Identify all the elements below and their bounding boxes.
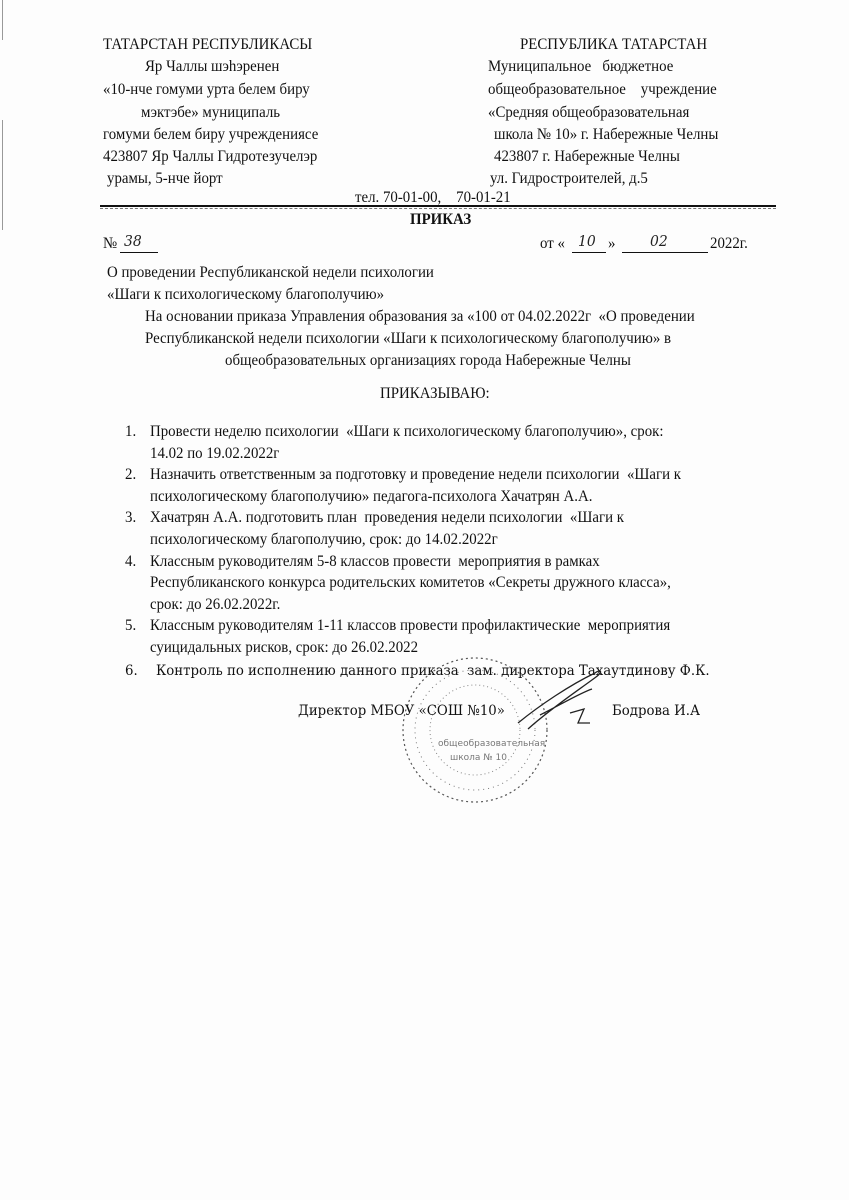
handwritten-signature (500, 665, 620, 745)
header-right-line: общеобразовательное учреждение (488, 81, 717, 98)
item-number: 2. (125, 466, 137, 483)
header-left-line: мэктэбе» муниципаль (141, 104, 281, 121)
item-number: 1. (125, 423, 137, 440)
scan-edge (2, 0, 3, 40)
item-text: суицидальных рисков, срок: до 26.02.2022 (150, 639, 419, 656)
order-basis-line: общеобразовательных организациях города Набережные Челны (225, 352, 631, 369)
header-right-line: РЕСПУБЛИКА ТАТАРСТАН (520, 36, 708, 53)
item-number: 4. (125, 553, 137, 570)
item-text: Классным руководителям 5-8 классов провести мероприятия в рамках (150, 553, 600, 570)
header-left-line: гомуми белем биру учреждениясе (103, 126, 319, 143)
item-text: психологическому благополучию» педагога-психолога Хачатрян А.А. (150, 488, 593, 505)
item-text: Хачатрян А.А. подготовить план проведения недели психологии «Шаги к (150, 509, 624, 526)
stamp-text: школа № 10 (450, 753, 507, 763)
order-date-day: 10 (578, 232, 596, 250)
order-subject-line: О проведении Республиканской недели психологии (107, 264, 434, 281)
order-date-prefix: от « (540, 235, 565, 252)
order-subject-line: «Шаги к психологическому благополучию» (107, 286, 385, 303)
header-phone: тел. 70-01-00, 70-01-21 (355, 189, 511, 206)
item-text: срок: до 26.02.2022г. (150, 596, 281, 613)
order-month-underline (622, 252, 708, 253)
scan-edge (2, 120, 3, 230)
item-number: 3. (125, 509, 137, 526)
item-number: 6. (125, 663, 138, 679)
header-right-line: 423807 г. Набережные Челны (494, 148, 680, 165)
header-left-line: Яр Чаллы шэһэренен (145, 58, 280, 75)
order-basis-line: На основании приказа Управления образования за «100 от 04.02.2022г «О проведении (145, 308, 695, 325)
item-text: психологическому благополучию, срок: до 14.02.2022г (150, 531, 498, 548)
header-left-line: 423807 Яр Чаллы Гидротезучелэр (103, 148, 318, 165)
order-command: ПРИКАЗЫВАЮ: (380, 385, 490, 402)
signature-position: Директор МБОУ «СОШ №10» (298, 703, 505, 719)
order-title: ПРИКАЗ (410, 211, 472, 228)
order-date-month: 02 (650, 232, 668, 250)
item-text: Провести неделю психологии «Шаги к психологическому благополучию», срок: (150, 423, 664, 440)
order-day-underline (572, 252, 606, 253)
header-divider-thin (100, 208, 776, 209)
stamp-text: общеобразовательная (438, 739, 546, 749)
item-text: Назначить ответственным за подготовку и проведение недели психологии «Шаги к (150, 466, 682, 483)
header-right-line: ул. Гидростроителей, д.5 (490, 170, 648, 187)
order-number-underline (120, 252, 158, 253)
order-number: 38 (124, 232, 142, 250)
header-divider (100, 205, 776, 207)
order-basis-line: Республиканской недели психологии «Шаги к психологическому благополучию» в (145, 330, 672, 347)
header-right-line: Муниципальное бюджетное (488, 58, 674, 75)
header-left-line: урамы, 5-нче йорт (107, 170, 223, 187)
order-date-year: 2022г. (710, 235, 748, 252)
item-text: Классным руководителям 1-11 классов провести профилактические мероприятия (150, 617, 671, 634)
item-text: 14.02 по 19.02.2022г (150, 445, 280, 462)
header-left-line: ТАТАРСТАН РЕСПУБЛИКАСЫ (103, 36, 313, 53)
item-text: Республиканского конкурса родительских комитетов «Секреты дружного класса», (150, 574, 671, 591)
order-date-day-close: » (608, 235, 616, 252)
header-left-line: «10-нче гомуми урта белем биру (103, 81, 310, 98)
header-right-line: школа № 10» г. Набережные Челны (494, 126, 719, 143)
order-number-label: № (103, 235, 118, 252)
item-number: 5. (125, 617, 137, 634)
item-text: Контроль по исполнению данного приказа зам. директора Тахаутдинову Ф.К. (156, 663, 710, 679)
signature-name: Бодрова И.А (612, 703, 701, 719)
header-right-line: «Средняя общеобразовательная (488, 104, 690, 121)
